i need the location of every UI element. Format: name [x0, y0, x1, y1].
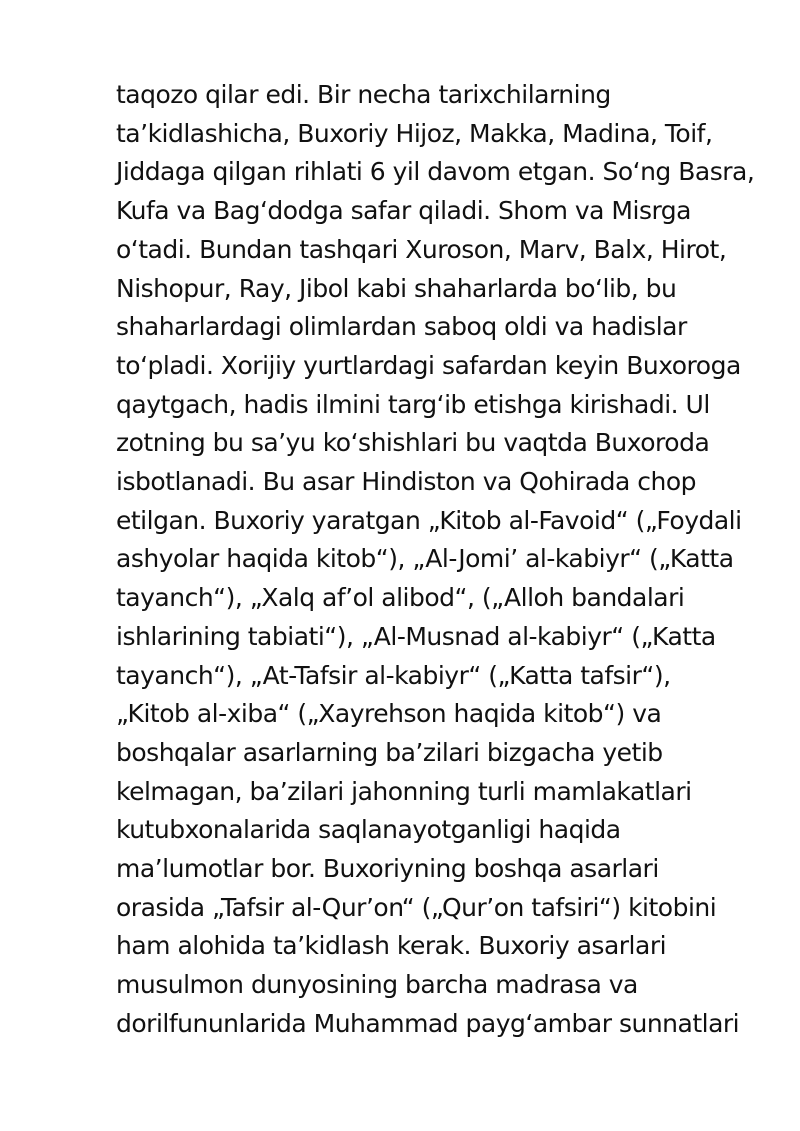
text-line: isbotlanadi. Bu asar Hindiston va Qohirada chop [116, 467, 697, 497]
text-line: Nishopur, Ray, Jibol kabi shaharlarda bo‘lib, bu [116, 273, 677, 303]
text-line: ashyolar haqida kitob“), „Al-Jomi’ al-kabiyr“ („Katta [116, 544, 734, 574]
text-line: „Kitob al-xiba“ („Xayrehson haqida kitob“) va [116, 699, 662, 729]
text-line: tayanch“), „Xalq af’ol alibod“, („Alloh bandalari [116, 583, 685, 613]
text-line: ham alohida ta’kidlash kerak. Buxoriy asarlari [116, 931, 667, 961]
text-line: taqozo qilar edi. Bir necha tarixchilarning [116, 80, 611, 109]
text-line: ishlarining tabiati“), „Al-Musnad al-kabiyr“ („Katta [116, 621, 716, 651]
text-line: Jiddaga qilgan rihlati 6 yil davom etgan. So‘ng Basra, [116, 157, 755, 187]
text-line: dorilfununlarida Muhammad payg‘ambar sunnatlari [116, 1008, 740, 1038]
body-text [116, 76, 776, 1044]
text-line: to‘pladi. Xorijiy yurtlardagi safardan keyin Buxoroga [116, 350, 741, 380]
text-line: ma’lumotlar bor. Buxoriyning boshqa asarlari [116, 854, 659, 884]
text-line: kutubxonalarida saqlanayotganligi haqida [116, 815, 621, 845]
text-line: boshqalar asarlarning ba’zilari bizgacha yetib [116, 737, 663, 767]
text-line: tayanch“), „At-Tafsir al-kabiyr“ („Katta tafsir“), [116, 660, 671, 690]
text-line: etilgan. Buxoriy yaratgan „Kitob al-Favoid“ („Foydali [116, 505, 742, 535]
text-line: shaharlardagi olimlardan saboq oldi va hadislar [116, 312, 687, 342]
text-line: kelmagan, ba’zilari jahonning turli mamlakatlari [116, 776, 692, 806]
text-line: musulmon dunyosining barcha madrasa va [116, 970, 638, 1000]
text-line: Kufa va Bag‘dodga safar qiladi. Shom va Misrga [116, 196, 691, 226]
text-line: qaytgach, hadis ilmini targ‘ib etishga kirishadi. Ul [116, 389, 710, 419]
text-line: o‘tadi. Bundan tashqari Xuroson, Marv, Balx, Hirot, [116, 234, 727, 264]
text-line: ta’kidlashicha, Buxoriy Hijoz, Makka, Madina, Toif, [116, 118, 713, 148]
text-line: zotning bu sa’yu ko‘shishlari bu vaqtda Buxoroda [116, 428, 710, 458]
text-line: orasida „Tafsir al-Qur’on“ („Qur’on tafsiri“) kitobini [116, 892, 717, 922]
